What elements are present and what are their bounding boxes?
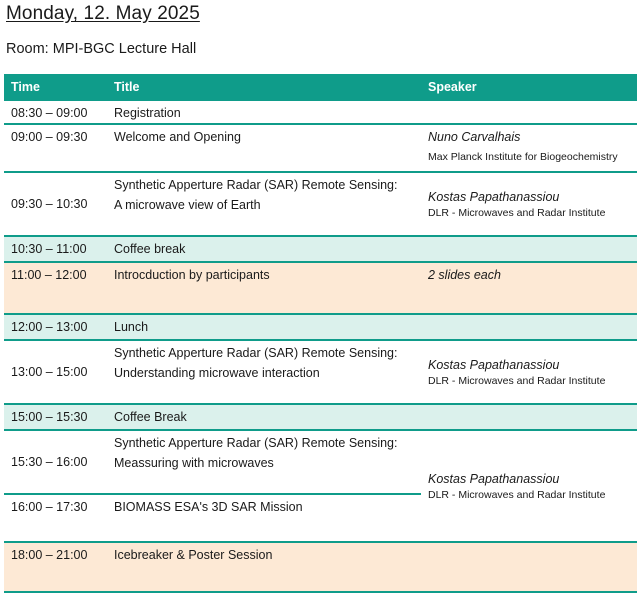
speaker-institution: DLR - Microwaves and Radar Institute — [428, 207, 606, 219]
speaker-name: Nuno Carvalhais — [428, 130, 521, 144]
time-cell: 15:00 – 15:30 — [11, 410, 88, 424]
title-cell: Introcduction by participants — [114, 268, 270, 282]
speaker-cell — [421, 236, 637, 262]
table-row — [4, 430, 637, 494]
speaker-name: Kostas Papathanassiou — [428, 190, 560, 204]
speaker-institution: Max Planck Institute for Biogeochemistry — [428, 151, 618, 163]
column-header-time: Time — [11, 79, 40, 94]
title-cell: Coffee Break — [114, 410, 187, 424]
time-cell: 08:30 – 09:00 — [11, 106, 88, 120]
speaker-cell — [421, 124, 637, 172]
time-cell: 18:00 – 21:00 — [11, 548, 88, 562]
title-cell: Lunch — [114, 320, 149, 334]
title-line: Synthetic Apperture Radar (SAR) Remote Sensing: — [114, 178, 398, 192]
time-cell: 12:00 – 13:00 — [11, 320, 88, 334]
time-cell: 13:00 – 15:00 — [11, 365, 88, 379]
speaker-institution: DLR - Microwaves and Radar Institute — [428, 375, 606, 387]
speaker-cell — [421, 314, 637, 340]
speaker-cell — [421, 172, 637, 236]
speaker-cell — [421, 340, 637, 404]
speaker-institution: DLR - Microwaves and Radar Institute — [428, 489, 606, 501]
time-cell: 16:00 – 17:30 — [11, 500, 88, 514]
title-line: Meassuring with microwaves — [114, 456, 274, 470]
title-cell — [107, 430, 421, 494]
speaker-cell — [421, 430, 637, 542]
table-row — [4, 124, 637, 172]
speaker-cell — [421, 542, 637, 592]
title-cell — [107, 172, 421, 236]
speaker-note: 2 slides each — [428, 268, 501, 282]
title-cell — [107, 340, 421, 404]
title-line: A microwave view of Earth — [114, 198, 261, 212]
column-header-speaker: Speaker — [428, 79, 477, 94]
table-row — [4, 262, 637, 314]
table-row — [4, 236, 637, 262]
table-row — [4, 314, 637, 340]
speaker-cell — [421, 404, 637, 430]
time-cell: 15:30 – 16:00 — [11, 455, 88, 469]
title-line: Understanding microwave interaction — [114, 366, 320, 380]
title-cell: Registration — [114, 106, 181, 120]
table-row — [4, 172, 637, 236]
time-cell: 10:30 – 11:00 — [11, 242, 87, 256]
table-row — [4, 542, 637, 592]
table-row — [4, 340, 637, 404]
speaker-name: Kostas Papathanassiou — [428, 472, 560, 486]
title-cell: Icebreaker & Poster Session — [114, 548, 273, 562]
time-cell: 09:30 – 10:30 — [11, 197, 88, 211]
room-label: Room: MPI-BGC Lecture Hall — [6, 41, 197, 57]
column-header-title: Title — [114, 79, 140, 94]
time-cell: 11:00 – 12:00 — [11, 268, 87, 282]
title-line: Synthetic Apperture Radar (SAR) Remote Sensing: — [114, 346, 398, 360]
title-cell: Coffee break — [114, 242, 186, 256]
schedule-table — [4, 74, 637, 593]
speaker-cell — [421, 262, 637, 314]
table-header-row — [4, 74, 637, 100]
table-row — [4, 404, 637, 430]
title-cell: BIOMASS ESA's 3D SAR Mission — [114, 500, 303, 514]
speaker-name: Kostas Papathanassiou — [428, 358, 560, 372]
title-line: Synthetic Apperture Radar (SAR) Remote Sensing: — [114, 436, 398, 450]
title-cell: Welcome and Opening — [114, 130, 241, 144]
table-row — [4, 100, 637, 124]
time-cell: 09:00 – 09:30 — [11, 130, 88, 144]
date-heading: Monday, 12. May 2025 — [6, 3, 200, 24]
speaker-cell — [421, 100, 637, 124]
